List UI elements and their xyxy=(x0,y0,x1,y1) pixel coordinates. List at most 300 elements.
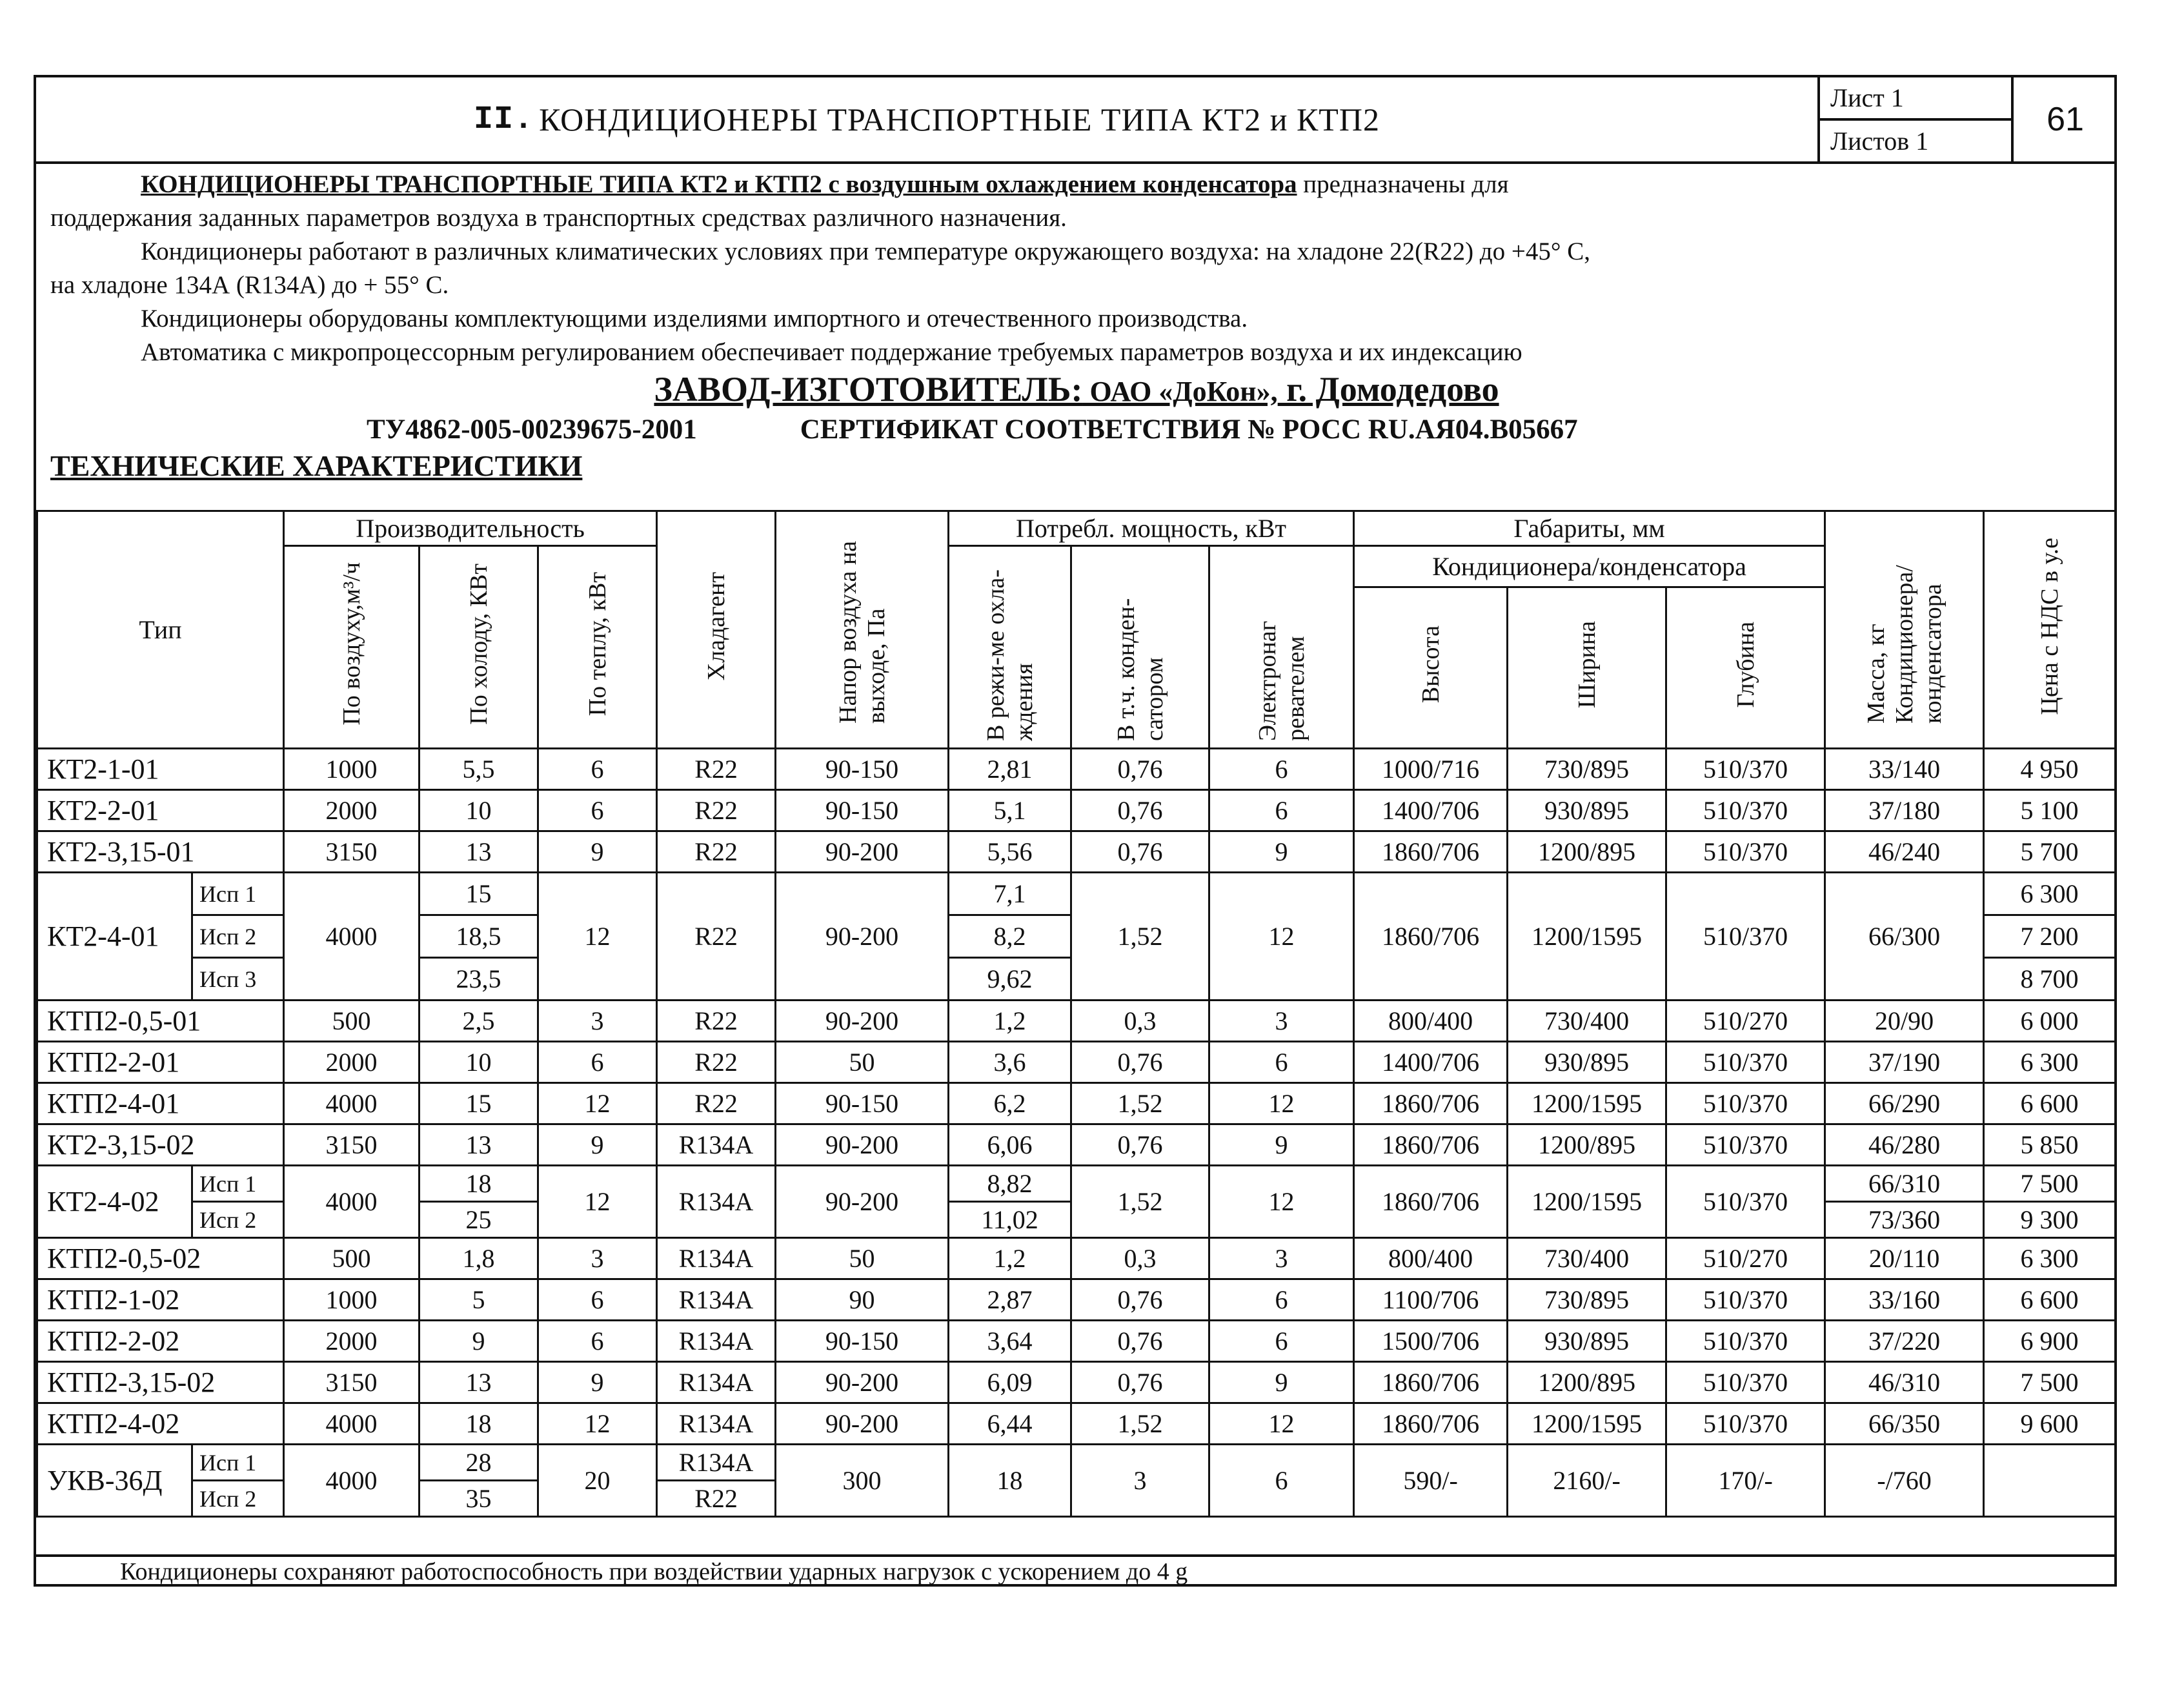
cell-power: 11,02 xyxy=(949,1202,1071,1238)
width-label: Ширина xyxy=(1573,620,1601,709)
cell-air: 4000 xyxy=(284,1445,420,1517)
cell-condenser: 0,76 xyxy=(1071,1321,1209,1362)
cell-pressure: 90-150 xyxy=(776,790,949,831)
price-label: Цена с НДС в у.е xyxy=(2036,538,2063,715)
cell-condenser: 0,76 xyxy=(1071,1279,1209,1321)
cell-air: 1000 xyxy=(284,749,420,790)
intro-line: Кондиционеры работают в различных климатических условиях при температуре окружающего воздуха: на хладоне 22(R22) до +45° С, xyxy=(141,238,1591,265)
page-number: 61 xyxy=(2011,77,2117,161)
cell-refrigerant: R22 xyxy=(657,1481,776,1517)
cell-pressure: 300 xyxy=(776,1445,949,1517)
cell-condenser: 0,76 xyxy=(1071,1042,1209,1083)
table-row xyxy=(37,1362,2116,1403)
cell-condenser: 0,76 xyxy=(1071,1362,1209,1403)
cell-height: 1860/706 xyxy=(1354,1124,1508,1166)
cell-power: 18 xyxy=(949,1445,1071,1517)
cell-air: 500 xyxy=(284,1238,420,1279)
cell-mass: 20/90 xyxy=(1825,1001,1984,1042)
cell-refrigerant: R134A xyxy=(657,1321,776,1362)
cell-height: 1860/706 xyxy=(1354,1083,1508,1124)
cell-mass: 66/310 xyxy=(1825,1166,1984,1202)
cell-heater: 12 xyxy=(1209,873,1354,1001)
cell-depth: 510/370 xyxy=(1666,749,1825,790)
cell-heater: 12 xyxy=(1209,1403,1354,1445)
cell-condenser: 0,76 xyxy=(1071,749,1209,790)
cell-width: 2160/- xyxy=(1508,1445,1666,1517)
cell-pressure: 90-200 xyxy=(776,873,949,1001)
cell-width: 930/895 xyxy=(1508,1042,1666,1083)
cell-variant: Исп 2 xyxy=(192,1202,284,1238)
intro-line xyxy=(50,168,2103,201)
cool-mode-label: В режи-ме охла-ждения xyxy=(982,569,1038,741)
tu-code: ТУ4862-005-00239675-2001 xyxy=(367,414,697,445)
cell-condenser: 3 xyxy=(1071,1445,1209,1517)
cell-refrigerant: R134A xyxy=(657,1279,776,1321)
intro-line: поддержания заданных параметров воздуха в транспортных средствах различного назначения. xyxy=(50,204,1067,232)
cell-air: 3150 xyxy=(284,1362,420,1403)
cell-mass: 66/350 xyxy=(1825,1403,1984,1445)
intro-line: Автоматика с микропроцессорным регулированием обеспечивает поддержание требуемых параметров воздуха и их индексацию xyxy=(141,338,1522,366)
cell-variant: Исп 1 xyxy=(192,873,284,915)
cell-air: 4000 xyxy=(284,1403,420,1445)
cell-price: 7 200 xyxy=(1984,915,2116,958)
cell-type: КТ2-3,15-02 xyxy=(37,1124,284,1166)
cell-heat: 9 xyxy=(538,1124,657,1166)
cell-type: КТ2-1-01 xyxy=(37,749,284,790)
cell-power: 3,64 xyxy=(949,1321,1071,1362)
cell-type: КТП2-1-02 xyxy=(37,1279,284,1321)
cell-air: 4000 xyxy=(284,1166,420,1238)
cell-refrigerant: R22 xyxy=(657,1042,776,1083)
cell-variant: Исп 1 xyxy=(192,1445,284,1481)
cell-mass: 73/360 xyxy=(1825,1202,1984,1238)
table-row xyxy=(37,1124,2116,1166)
cell-power: 3,6 xyxy=(949,1042,1071,1083)
cell-power: 2,87 xyxy=(949,1279,1071,1321)
cell-power: 6,44 xyxy=(949,1403,1071,1445)
cell-variant: Исп 2 xyxy=(192,915,284,958)
cell-heat: 6 xyxy=(538,1042,657,1083)
cell-cold: 9 xyxy=(420,1321,538,1362)
cell-type: КТ2-4-01 xyxy=(37,873,192,1001)
cell-width: 730/400 xyxy=(1508,1001,1666,1042)
cell-cold: 18,5 xyxy=(420,915,538,958)
cell-refrigerant: R134A xyxy=(657,1445,776,1481)
cell-variant: Исп 1 xyxy=(192,1166,284,1202)
col-pressure xyxy=(776,511,949,749)
plant-company: ОАО «ДоКон», xyxy=(1082,376,1278,407)
col-price xyxy=(1984,511,2116,749)
cell-cold: 1,8 xyxy=(420,1238,538,1279)
cell-width: 930/895 xyxy=(1508,1321,1666,1362)
cell-power: 5,1 xyxy=(949,790,1071,831)
cell-height: 1400/706 xyxy=(1354,1042,1508,1083)
cell-refrigerant: R134A xyxy=(657,1238,776,1279)
cell-heater: 3 xyxy=(1209,1001,1354,1042)
condenser-label: В т.ч. конден-сатором xyxy=(1112,598,1168,741)
cell-width: 1200/1595 xyxy=(1508,1083,1666,1124)
cell-width: 1200/895 xyxy=(1508,831,1666,873)
specs-table xyxy=(36,510,2116,1518)
cell-depth: 510/370 xyxy=(1666,1083,1825,1124)
cell-height: 1860/706 xyxy=(1354,873,1508,1001)
cell-cold: 18 xyxy=(420,1166,538,1202)
intro-text xyxy=(50,168,2103,484)
cell-air: 2000 xyxy=(284,1042,420,1083)
cell-price: 5 100 xyxy=(1984,790,2116,831)
cell-price: 9 300 xyxy=(1984,1202,2116,1238)
cell-pressure: 90-200 xyxy=(776,831,949,873)
intro-lead-rest: предназначены для xyxy=(1297,170,1509,198)
cell-heater: 6 xyxy=(1209,790,1354,831)
cell-heat: 6 xyxy=(538,790,657,831)
certificate: СЕРТИФИКАТ СООТВЕТСТВИЯ № РОСС RU.АЯ04.В05667 xyxy=(800,414,1578,445)
cell-air: 500 xyxy=(284,1001,420,1042)
cell-width: 930/895 xyxy=(1508,790,1666,831)
intro-lead: КОНДИЦИОНЕРЫ ТРАНСПОРТНЫЕ ТИПА КТ2 и КТП2 с воздушным охлаждением конденсатора xyxy=(141,170,1297,198)
air-label: По воздуху,м³/ч xyxy=(338,562,365,726)
col-depth xyxy=(1666,587,1825,749)
cell-height: 800/400 xyxy=(1354,1238,1508,1279)
cell-price: 5 850 xyxy=(1984,1124,2116,1166)
cell-depth: 510/370 xyxy=(1666,1403,1825,1445)
cell-heat: 12 xyxy=(538,1083,657,1124)
cell-power: 6,06 xyxy=(949,1124,1071,1166)
cell-width: 1200/895 xyxy=(1508,1124,1666,1166)
cell-depth: 510/370 xyxy=(1666,790,1825,831)
cell-height: 800/400 xyxy=(1354,1001,1508,1042)
heat-label: По теплу, кВт xyxy=(583,571,611,716)
table-row xyxy=(37,1001,2116,1042)
cell-refrigerant: R22 xyxy=(657,1001,776,1042)
cell-heater: 6 xyxy=(1209,1445,1354,1517)
cell-width: 730/895 xyxy=(1508,1279,1666,1321)
cell-pressure: 90-200 xyxy=(776,1403,949,1445)
cell-depth: 510/370 xyxy=(1666,1321,1825,1362)
table-row xyxy=(37,1042,2116,1083)
cell-refrigerant: R134A xyxy=(657,1166,776,1238)
standards-line xyxy=(50,412,2103,448)
cell-height: 1860/706 xyxy=(1354,1362,1508,1403)
cell-pressure: 90-150 xyxy=(776,1083,949,1124)
cell-variant: Исп 2 xyxy=(192,1481,284,1517)
cell-depth: 510/270 xyxy=(1666,1001,1825,1042)
cell-cold: 15 xyxy=(420,1083,538,1124)
cell-power: 1,2 xyxy=(949,1238,1071,1279)
cell-refrigerant: R22 xyxy=(657,1083,776,1124)
col-refrigerant xyxy=(657,511,776,749)
depth-label: Глубина xyxy=(1732,621,1759,708)
cell-width: 730/400 xyxy=(1508,1238,1666,1279)
cell-price: 6 300 xyxy=(1984,1238,2116,1279)
intro-line: на хладоне 134А (R134А) до + 55° С. xyxy=(50,271,449,299)
cell-depth: 510/370 xyxy=(1666,1042,1825,1083)
cell-condenser: 1,52 xyxy=(1071,1166,1209,1238)
cell-price: 6 600 xyxy=(1984,1279,2116,1321)
cell-mass: 37/190 xyxy=(1825,1042,1984,1083)
cell-depth: 510/370 xyxy=(1666,1362,1825,1403)
footnote: Кондиционеры сохраняют работоспособность при воздействии ударных нагрузок с ускорением до 4 g xyxy=(36,1554,2114,1584)
cell-height: 590/- xyxy=(1354,1445,1508,1517)
cell-type: КТП2-0,5-02 xyxy=(37,1238,284,1279)
cell-heater: 6 xyxy=(1209,1042,1354,1083)
cell-heat: 12 xyxy=(538,873,657,1001)
cell-cold: 5 xyxy=(420,1279,538,1321)
cell-refrigerant: R22 xyxy=(657,790,776,831)
cell-price: 6 900 xyxy=(1984,1321,2116,1362)
table-row xyxy=(37,1445,2116,1481)
cell-width: 1200/1595 xyxy=(1508,1166,1666,1238)
document-sheet xyxy=(34,75,2117,1587)
cell-cold: 25 xyxy=(420,1202,538,1238)
cell-condenser: 0,76 xyxy=(1071,1124,1209,1166)
cell-type: КТП2-2-01 xyxy=(37,1042,284,1083)
cell-pressure: 90 xyxy=(776,1279,949,1321)
cell-heat: 6 xyxy=(538,1321,657,1362)
cell-price: 9 600 xyxy=(1984,1403,2116,1445)
cell-pressure: 90-200 xyxy=(776,1166,949,1238)
col-width xyxy=(1508,587,1666,749)
cell-refrigerant: R134A xyxy=(657,1403,776,1445)
cell-refrigerant: R22 xyxy=(657,873,776,1001)
cell-condenser: 1,52 xyxy=(1071,1083,1209,1124)
cell-cold: 10 xyxy=(420,790,538,831)
cell-power: 7,1 xyxy=(949,873,1071,915)
cell-cold: 13 xyxy=(420,1362,538,1403)
cell-mass: 46/310 xyxy=(1825,1362,1984,1403)
col-dims-sub: Кондиционера/конденсатора xyxy=(1354,546,1825,587)
cell-type: УКВ-36Д xyxy=(37,1445,192,1517)
sheet-counter xyxy=(1817,77,2014,161)
cell-height: 1500/706 xyxy=(1354,1321,1508,1362)
cell-heater: 9 xyxy=(1209,1362,1354,1403)
cell-condenser: 1,52 xyxy=(1071,873,1209,1001)
cell-price: 6 600 xyxy=(1984,1083,2116,1124)
cell-price: 6 300 xyxy=(1984,1042,2116,1083)
cell-heater: 6 xyxy=(1209,749,1354,790)
cell-depth: 510/370 xyxy=(1666,831,1825,873)
cell-air: 1000 xyxy=(284,1279,420,1321)
cell-heat: 3 xyxy=(538,1001,657,1042)
cell-power: 9,62 xyxy=(949,958,1071,1001)
cell-mass: 66/300 xyxy=(1825,873,1984,1001)
cell-power: 8,82 xyxy=(949,1166,1071,1202)
cell-pressure: 90-200 xyxy=(776,1124,949,1166)
cell-height: 1400/706 xyxy=(1354,790,1508,831)
intro-line: Кондиционеры оборудованы комплектующими изделиями импортного и отечественного производства. xyxy=(141,305,1248,332)
heater-label: Электронаг ревателем xyxy=(1253,620,1309,741)
cell-cold: 13 xyxy=(420,831,538,873)
cell-price: 6 000 xyxy=(1984,1001,2116,1042)
cell-type: КТП2-3,15-02 xyxy=(37,1362,284,1403)
cell-type: КТ2-2-01 xyxy=(37,790,284,831)
section-number: II. xyxy=(474,101,534,138)
cell-price: 4 950 xyxy=(1984,749,2116,790)
cell-power: 6,2 xyxy=(949,1083,1071,1124)
cell-heater: 6 xyxy=(1209,1279,1354,1321)
cold-label: По холоду, КВт xyxy=(465,563,492,725)
cell-price: 7 500 xyxy=(1984,1166,2116,1202)
cell-depth: 510/370 xyxy=(1666,1124,1825,1166)
cell-heat: 6 xyxy=(538,1279,657,1321)
table-row xyxy=(37,1083,2116,1124)
cell-refrigerant: R22 xyxy=(657,749,776,790)
cell-pressure: 90-150 xyxy=(776,749,949,790)
cell-depth: 510/270 xyxy=(1666,1238,1825,1279)
document-title xyxy=(36,77,1817,161)
cell-mass: 37/220 xyxy=(1825,1321,1984,1362)
table-row xyxy=(37,1238,2116,1279)
col-type: Тип xyxy=(37,511,284,749)
cell-condenser: 0,3 xyxy=(1071,1001,1209,1042)
cell-heater: 12 xyxy=(1209,1166,1354,1238)
cell-heat: 6 xyxy=(538,749,657,790)
cell-type: КТП2-0,5-01 xyxy=(37,1001,284,1042)
cell-height: 1860/706 xyxy=(1354,1166,1508,1238)
title-text: КОНДИЦИОНЕРЫ ТРАНСПОРТНЫЕ ТИПА КТ2 и КТП2 xyxy=(539,101,1380,137)
cell-mass: 33/140 xyxy=(1825,749,1984,790)
cell-refrigerant: R22 xyxy=(657,831,776,873)
plant-label: ЗАВОД-ИЗГОТОВИТЕЛЬ: xyxy=(654,370,1083,409)
col-heater xyxy=(1209,546,1354,749)
cell-heat: 9 xyxy=(538,831,657,873)
cell-type: КТП2-2-02 xyxy=(37,1321,284,1362)
cell-height: 1000/716 xyxy=(1354,749,1508,790)
plant-city: г. Домодедово xyxy=(1277,370,1499,409)
cell-type: КТП2-4-02 xyxy=(37,1403,284,1445)
cell-mass: 33/160 xyxy=(1825,1279,1984,1321)
cell-height: 1100/706 xyxy=(1354,1279,1508,1321)
cell-depth: 170/- xyxy=(1666,1445,1825,1517)
cell-height: 1860/706 xyxy=(1354,831,1508,873)
cell-power: 8,2 xyxy=(949,915,1071,958)
cell-cold: 28 xyxy=(420,1445,538,1481)
cell-heat: 3 xyxy=(538,1238,657,1279)
cell-price xyxy=(1984,1445,2116,1517)
cell-width: 1200/1595 xyxy=(1508,1403,1666,1445)
cell-depth: 510/370 xyxy=(1666,873,1825,1001)
cell-heater: 9 xyxy=(1209,831,1354,873)
height-label: Высота xyxy=(1417,625,1444,704)
cell-heater: 6 xyxy=(1209,1321,1354,1362)
cell-price: 7 500 xyxy=(1984,1362,2116,1403)
pressure-label: Напор воздуха на выходе, Па xyxy=(834,540,890,724)
cell-mass: 46/280 xyxy=(1825,1124,1984,1166)
cell-cold: 13 xyxy=(420,1124,538,1166)
table-row xyxy=(37,749,2116,790)
cell-heat: 20 xyxy=(538,1445,657,1517)
cell-power: 2,81 xyxy=(949,749,1071,790)
cell-condenser: 1,52 xyxy=(1071,1403,1209,1445)
cell-condenser: 0,76 xyxy=(1071,831,1209,873)
cell-height: 1860/706 xyxy=(1354,1403,1508,1445)
cell-mass: 66/290 xyxy=(1825,1083,1984,1124)
cell-cold: 35 xyxy=(420,1481,538,1517)
cell-depth: 510/370 xyxy=(1666,1166,1825,1238)
cell-pressure: 50 xyxy=(776,1238,949,1279)
cell-mass: 46/240 xyxy=(1825,831,1984,873)
col-condenser xyxy=(1071,546,1209,749)
cell-mass: -/760 xyxy=(1825,1445,1984,1517)
cell-cold: 5,5 xyxy=(420,749,538,790)
table-row xyxy=(37,790,2116,831)
table-row xyxy=(37,873,2116,915)
cell-condenser: 0,3 xyxy=(1071,1238,1209,1279)
col-cool-mode xyxy=(949,546,1071,749)
cell-refrigerant: R134A xyxy=(657,1362,776,1403)
cell-price: 8 700 xyxy=(1984,958,2116,1001)
cell-variant: Исп 3 xyxy=(192,958,284,1001)
col-power: Потребл. мощность, кВт xyxy=(949,511,1354,546)
cell-condenser: 0,76 xyxy=(1071,790,1209,831)
cell-pressure: 90-150 xyxy=(776,1321,949,1362)
cell-mass: 37/180 xyxy=(1825,790,1984,831)
cell-cold: 10 xyxy=(420,1042,538,1083)
cell-air: 4000 xyxy=(284,873,420,1001)
refrigerant-label: Хладагент xyxy=(702,572,730,681)
cell-cold: 15 xyxy=(420,873,538,915)
col-mass xyxy=(1825,511,1984,749)
cell-pressure: 90-200 xyxy=(776,1362,949,1403)
col-heat xyxy=(538,546,657,749)
cell-heat: 12 xyxy=(538,1403,657,1445)
cell-width: 730/895 xyxy=(1508,749,1666,790)
cell-type: КТ2-3,15-01 xyxy=(37,831,284,873)
cell-air: 3150 xyxy=(284,1124,420,1166)
title-block xyxy=(36,77,2114,164)
table-row xyxy=(37,1321,2116,1362)
cell-air: 2000 xyxy=(284,790,420,831)
cell-power: 6,09 xyxy=(949,1362,1071,1403)
cell-width: 1200/895 xyxy=(1508,1362,1666,1403)
tech-heading: ТЕХНИЧЕСКИЕ ХАРАКТЕРИСТИКИ xyxy=(50,449,583,482)
cell-type: КТ2-4-02 xyxy=(37,1166,192,1238)
cell-cold: 18 xyxy=(420,1403,538,1445)
manufacturer-heading xyxy=(50,369,2103,412)
cell-width: 1200/1595 xyxy=(1508,873,1666,1001)
cell-power: 5,56 xyxy=(949,831,1071,873)
cell-heater: 9 xyxy=(1209,1124,1354,1166)
cell-pressure: 90-200 xyxy=(776,1001,949,1042)
col-cold xyxy=(420,546,538,749)
table-row xyxy=(37,831,2116,873)
mass-label: Масса, кг Кондиционера/ конденсатора xyxy=(1862,564,1946,724)
cell-air: 2000 xyxy=(284,1321,420,1362)
cell-mass: 20/110 xyxy=(1825,1238,1984,1279)
cell-power: 1,2 xyxy=(949,1001,1071,1042)
col-height xyxy=(1354,587,1508,749)
cell-heat: 12 xyxy=(538,1166,657,1238)
cell-price: 5 700 xyxy=(1984,831,2116,873)
cell-heat: 9 xyxy=(538,1362,657,1403)
cell-depth: 510/370 xyxy=(1666,1279,1825,1321)
table-row xyxy=(37,1403,2116,1445)
col-dimensions xyxy=(1354,511,1825,546)
col-performance: Производительность xyxy=(284,511,657,546)
col-air xyxy=(284,546,420,749)
sheet-label: Лист 1 xyxy=(1820,77,2014,121)
dims-label: Габариты, мм xyxy=(1513,514,1665,543)
cell-cold: 2,5 xyxy=(420,1001,538,1042)
table-row xyxy=(37,1166,2116,1202)
sheets-label: Листов 1 xyxy=(1830,127,1929,156)
cell-cold: 23,5 xyxy=(420,958,538,1001)
cell-price: 6 300 xyxy=(1984,873,2116,915)
cell-type: КТП2-4-01 xyxy=(37,1083,284,1124)
cell-air: 3150 xyxy=(284,831,420,873)
cell-air: 4000 xyxy=(284,1083,420,1124)
cell-heater: 12 xyxy=(1209,1083,1354,1124)
